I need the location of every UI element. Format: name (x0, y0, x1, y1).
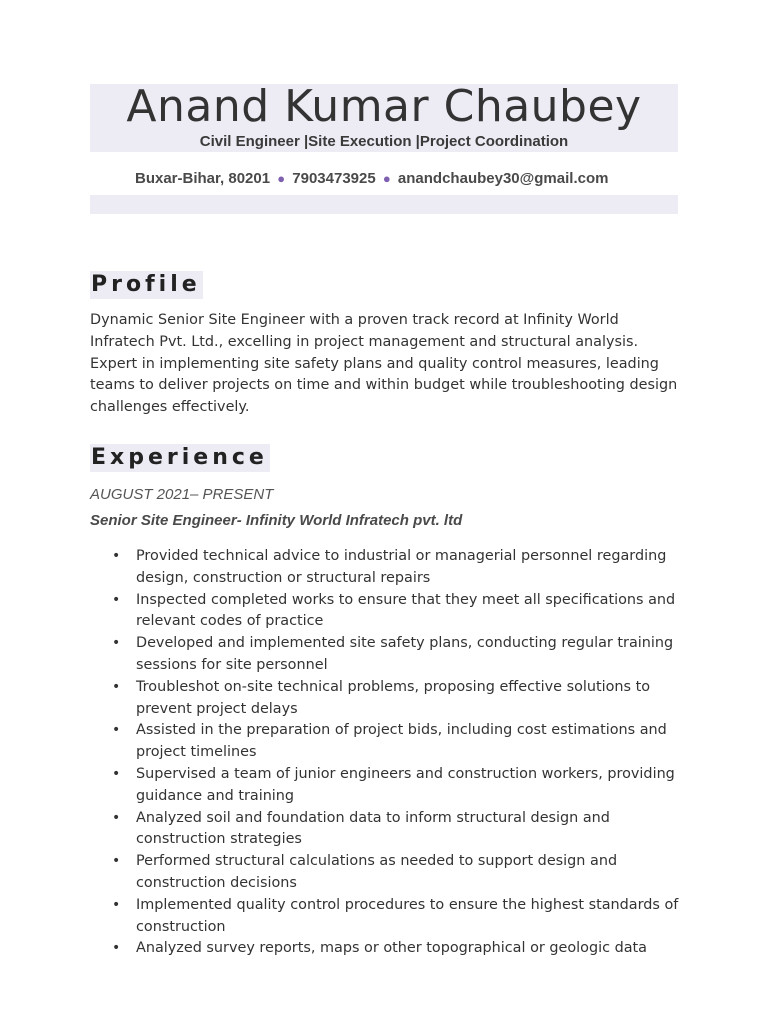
bullet-icon: • (112, 809, 121, 826)
bullet-icon: • (112, 853, 121, 870)
bullet-icon: • (112, 635, 121, 652)
list-item (90, 895, 690, 939)
candidate-tagline: Civil Engineer |Site Execution |Project Coordination (199, 133, 569, 150)
list-item-text: Provided technical advice to industrial or managerial personnel regarding design, construction or structural repairs (136, 548, 667, 586)
bullet-icon: • (112, 548, 121, 564)
bullet-icon: • (112, 591, 121, 608)
contact-line (135, 169, 608, 189)
separator-dot-icon: ● (277, 171, 286, 186)
candidate-name: Anand Kumar Chaubey (126, 81, 642, 132)
contact-address: Buxar-Bihar, 80201 (135, 170, 271, 187)
list-item (90, 546, 690, 590)
bullet-icon: • (112, 940, 121, 957)
list-item-text: Developed and implemented site safety plans, conducting regular training sessions for site personnel (136, 635, 674, 673)
bullet-icon: • (112, 678, 121, 695)
contact-email: anandchaubey30@gmail.com (397, 170, 609, 187)
profile-summary: Dynamic Senior Site Engineer with a proven track record at Infinity World Infratech Pvt. Ltd., excelling in project management and structural analysis. Expert in implementing site safety plans and quality control measures, leading teams to deliver projects on time and within budget while troubleshooting design challenges effectively. (90, 312, 678, 416)
bullet-icon: • (112, 765, 121, 782)
list-item (90, 633, 690, 677)
list-item-text: Performed structural calculations as needed to support design and construction decisions (136, 853, 618, 891)
list-item (90, 851, 690, 895)
resume-page (90, 0, 678, 1024)
list-item (90, 720, 690, 764)
separator-dot-icon: ● (382, 171, 391, 186)
list-item-text: Assisted in the preparation of project bids, including cost estimations and project timelines (136, 722, 667, 761)
list-item-text: Implemented quality control procedures to ensure the highest standards of construction (136, 896, 679, 935)
list-item (90, 938, 690, 960)
list-item (90, 590, 690, 634)
bullet-icon: • (112, 722, 121, 739)
job-title: Senior Site Engineer- Infinity World Infratech pvt. ltd (90, 512, 463, 529)
contact-phone: 7903473925 (292, 170, 376, 187)
list-item-text: Analyzed survey reports, maps or other topographical or geologic data (136, 940, 647, 957)
list-item-text: Supervised a team of junior engineers and construction workers, providing guidance and training (136, 765, 675, 804)
contact-band (90, 195, 678, 214)
list-item-text: Analyzed soil and foundation data to inform structural design and construction strategies (136, 809, 610, 848)
list-item-text: Troubleshot on-site technical problems, proposing effective solutions to prevent project delays (136, 678, 651, 717)
list-item (90, 764, 690, 808)
job-dates: AUGUST 2021– PRESENT (90, 486, 274, 503)
job-responsibilities-list (90, 546, 690, 960)
profile-heading: Profile (91, 272, 201, 297)
list-item (90, 677, 690, 721)
list-item (90, 808, 690, 852)
experience-heading: Experience (91, 445, 268, 470)
list-item-text: Inspected completed works to ensure that they meet all specifications and relevant codes of practice (136, 591, 676, 630)
bullet-icon: • (112, 896, 121, 913)
